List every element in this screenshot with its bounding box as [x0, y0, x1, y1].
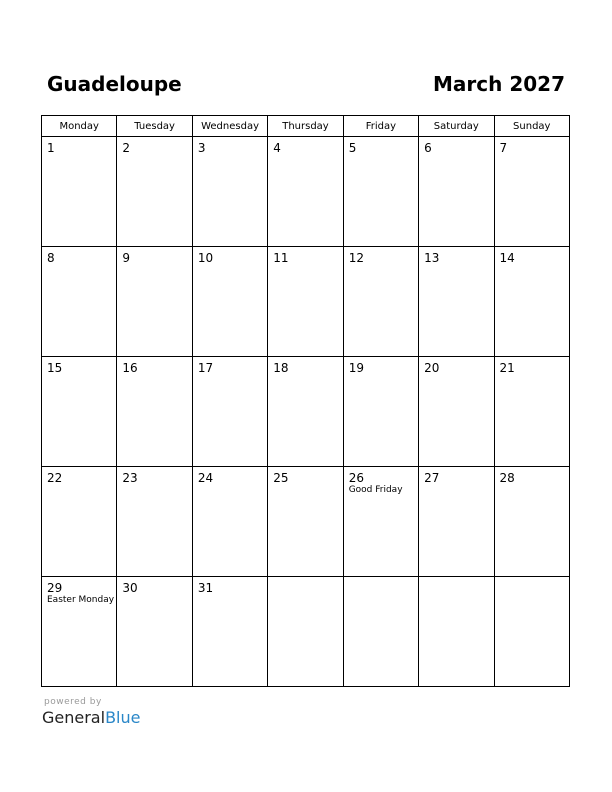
day-number: 14: [499, 251, 515, 265]
day-cell: [494, 137, 569, 247]
day-number: 1: [47, 141, 55, 155]
day-number: 3: [197, 141, 206, 155]
day-number: 29: [47, 581, 63, 595]
day-number: 10: [197, 251, 214, 265]
day-number: 11: [273, 251, 289, 265]
day-cell: [192, 577, 267, 687]
day-number: 7: [499, 141, 508, 155]
week-row: [42, 247, 570, 357]
day-number: 17: [197, 361, 214, 375]
day-number: 30: [122, 581, 138, 595]
day-cell: [42, 247, 117, 357]
day-cell: [343, 247, 418, 357]
day-cell: [192, 137, 267, 247]
day-cell: [42, 137, 117, 247]
day-cell: [343, 137, 418, 247]
day-cell: [419, 467, 494, 577]
day-cell: [343, 357, 418, 467]
day-cell: [117, 137, 192, 247]
day-cell: [419, 357, 494, 467]
day-number: 9: [122, 251, 131, 265]
day-number: 24: [197, 471, 214, 485]
day-number: 26: [348, 471, 364, 485]
day-number: 4: [273, 141, 281, 155]
week-row: [42, 357, 570, 467]
month-year-title: March 2027: [433, 72, 565, 96]
country-title: Guadeloupe: [47, 72, 182, 96]
weekday-header: Friday: [343, 116, 418, 137]
weekday-header: Tuesday: [117, 116, 192, 137]
day-cell: [117, 357, 192, 467]
weekday-header: Sunday: [494, 116, 569, 137]
day-number: 22: [47, 471, 63, 485]
day-number: 8: [47, 251, 55, 265]
day-number: 16: [122, 361, 138, 375]
day-number: 19: [348, 361, 364, 375]
brand-name-part1: General: [42, 708, 106, 727]
day-number: [495, 577, 569, 581]
day-number: 12: [348, 251, 364, 265]
day-number: 21: [499, 361, 515, 375]
calendar-grid: [41, 115, 570, 687]
day-number: [268, 577, 342, 581]
day-cell: [268, 467, 343, 577]
day-cell: [117, 577, 192, 687]
day-cell: [419, 137, 494, 247]
footer-branding: [42, 697, 140, 728]
day-number: 31: [197, 581, 214, 595]
day-number: 27: [424, 471, 440, 485]
day-number: 23: [122, 471, 138, 485]
day-number: 13: [424, 251, 440, 265]
day-cell: [343, 467, 418, 577]
day-cell: [268, 577, 343, 687]
day-number: 18: [273, 361, 289, 375]
day-cell: [419, 577, 494, 687]
weekday-header: Saturday: [419, 116, 494, 137]
day-cell: [343, 577, 418, 687]
weekday-header: Thursday: [268, 116, 343, 137]
day-number: 25: [273, 471, 289, 485]
day-cell: [268, 137, 343, 247]
brand-logo: [42, 708, 140, 728]
weekday-header: Monday: [42, 116, 117, 137]
day-number: 28: [499, 471, 515, 485]
powered-by-label: powered by: [44, 697, 102, 707]
day-cell: [268, 247, 343, 357]
day-cell: [192, 247, 267, 357]
day-cell: [494, 467, 569, 577]
day-cell: [494, 247, 569, 357]
week-row: [42, 137, 570, 247]
weekday-header-row: [42, 116, 570, 137]
day-number: [419, 577, 493, 581]
weekday-header: Wednesday: [192, 116, 267, 137]
week-row: [42, 467, 570, 577]
holiday-label: Easter Monday: [47, 595, 115, 605]
day-cell: [42, 357, 117, 467]
day-number: [344, 577, 418, 581]
day-cell: [42, 577, 117, 687]
day-number: 2: [122, 141, 131, 155]
brand-name-part2: Blue: [105, 708, 141, 727]
day-cell: [117, 247, 192, 357]
day-cell: [117, 467, 192, 577]
day-cell: [268, 357, 343, 467]
day-number: 15: [47, 361, 63, 375]
day-cell: [494, 357, 569, 467]
day-number: 20: [424, 361, 440, 375]
holiday-label: Good Friday: [348, 485, 403, 495]
day-number: 5: [348, 141, 357, 155]
day-cell: [192, 467, 267, 577]
day-cell: [192, 357, 267, 467]
day-number: 6: [424, 141, 432, 155]
day-cell: [42, 467, 117, 577]
day-cell: [419, 247, 494, 357]
day-cell: [494, 577, 569, 687]
week-row: [42, 577, 570, 687]
